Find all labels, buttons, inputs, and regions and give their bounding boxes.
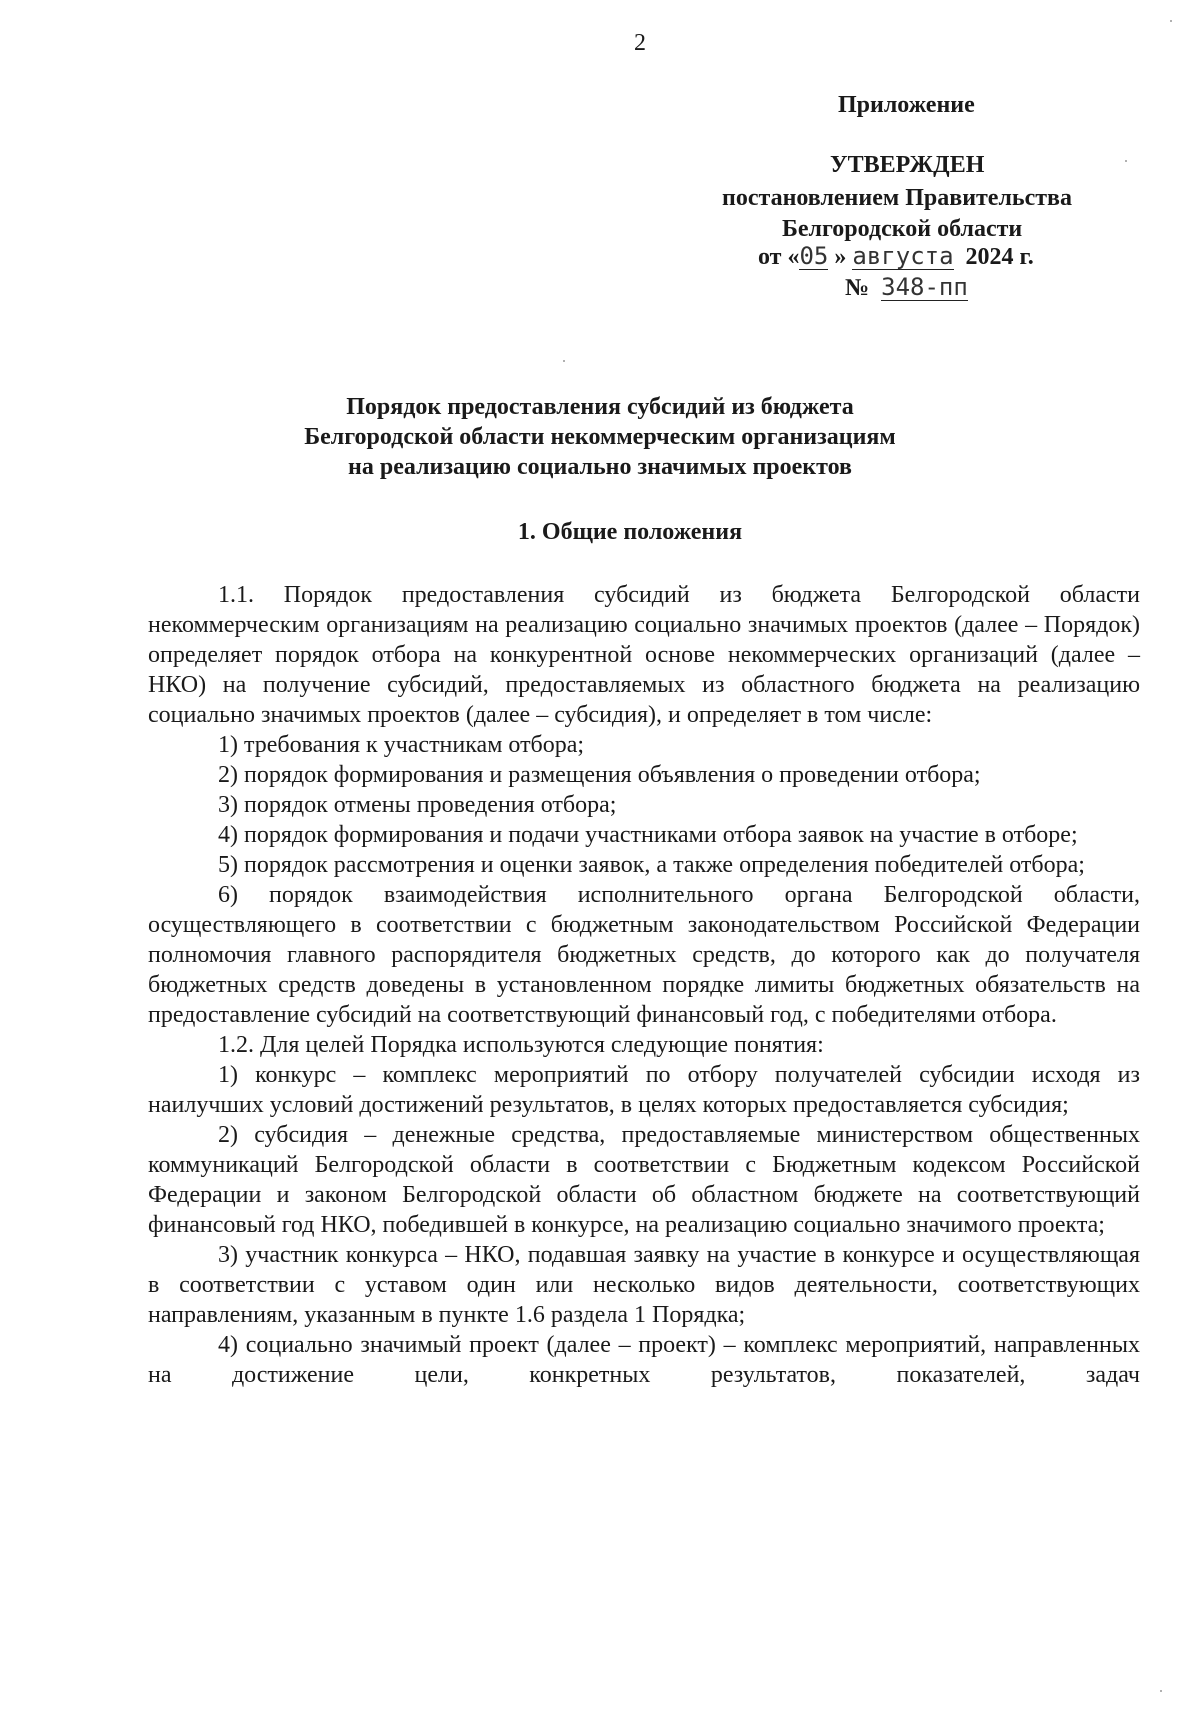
- paragraph-1-1: 1.1. Порядок предоставления субсидий из бюджета Белгородской области некоммерческим организациям на реализацию социально значимых проектов (далее – Порядок) определяет порядок отбора на конкурентной основе некоммерческих организаций (далее – НКО) на получение субсидий, предоставляемых из областного бюджета на реализацию социально значимых проектов (далее – субсидия), и определяет в том числе:: [148, 582, 1140, 728]
- list-item: 4) порядок формирования и подачи участниками отбора заявок на участие в отборе;: [218, 822, 1078, 848]
- list-item: 3) порядок отмены проведения отбора;: [218, 792, 617, 818]
- scan-speck: [1160, 1690, 1162, 1692]
- definition-item: 3) участник конкурса – НКО, подавшая заявку на участие в конкурсе и осуществляющая в соответствии с уставом один или несколько видов деятельности, соответствующих направлениям, указанным в пункте 1.6 раздела 1 Порядка;: [148, 1242, 1140, 1328]
- number-value: 348-пп: [881, 273, 968, 301]
- approval-line-resolution: постановлением Правительства: [722, 185, 1073, 211]
- approval-number: [845, 273, 968, 304]
- date-year: 2024 г.: [965, 244, 1034, 270]
- definition-item: 4) социально значимый проект (далее – проект) – комплекс мероприятий, направленных на достижение цели, конкретных результатов, показателей, задач: [148, 1332, 1140, 1388]
- body-text: [148, 580, 1140, 1390]
- list-item: 2) порядок формирования и размещения объявления о проведении отбора;: [218, 762, 981, 788]
- date-month: августа: [852, 242, 954, 270]
- paragraph-1-2: 1.2. Для целей Порядка используются следующие понятия:: [218, 1032, 824, 1058]
- approval-line-region: Белгородской области: [782, 216, 1023, 242]
- document-title-line: Порядок предоставления субсидий из бюджета: [346, 394, 854, 420]
- date-mid: »: [834, 244, 847, 270]
- number-prefix: №: [845, 275, 870, 301]
- scan-speck: [1125, 160, 1127, 162]
- definition-item: 2) субсидия – денежные средства, предоставляемые министерством общественных коммуникаций Белгородской области в соответствии с Бюджетным кодексом Российской Федерации и законом Белгородской области об областном бюджете на соответствующий финансовый год НКО, победившей в конкурсе, на реализацию социально значимого проекта;: [148, 1122, 1140, 1238]
- approval-date: [758, 242, 1034, 273]
- document-title-line: на реализацию социально значимых проектов: [348, 454, 852, 480]
- appendix-label: Приложение: [838, 92, 975, 118]
- date-day: 05: [799, 242, 829, 270]
- scan-speck: [563, 360, 565, 362]
- scan-speck: [1170, 20, 1172, 22]
- document-title-line: Белгородской области некоммерческим организациям: [304, 424, 896, 450]
- document-title: [150, 392, 1050, 482]
- section-title: 1. Общие положения: [517, 519, 743, 545]
- page-number: 2: [634, 30, 646, 56]
- list-item: 6) порядок взаимодействия исполнительного органа Белгородской области, осуществляющего в соответствии с бюджетным законодательством Российской Федерации полномочия главного распорядителя бюджетных средств, до которого как до получателя бюджетных средств доведены в установленном порядке лимиты бюджетных обязательств на предоставление субсидий на соответствующий финансовый год, с победителями отбора.: [148, 882, 1140, 1028]
- list-item: 1) требования к участникам отбора;: [218, 732, 585, 758]
- definition-item: 1) конкурс – комплекс мероприятий по отбору получателей субсидии исходя из наилучших условий достижений результатов, в целях которых предоставляется субсидия;: [148, 1062, 1140, 1118]
- date-prefix: от «: [758, 244, 800, 270]
- approved-stamp-label: УТВЕРЖДЕН: [830, 152, 985, 178]
- list-item: 5) порядок рассмотрения и оценки заявок, а также определения победителей отбора;: [218, 852, 1085, 878]
